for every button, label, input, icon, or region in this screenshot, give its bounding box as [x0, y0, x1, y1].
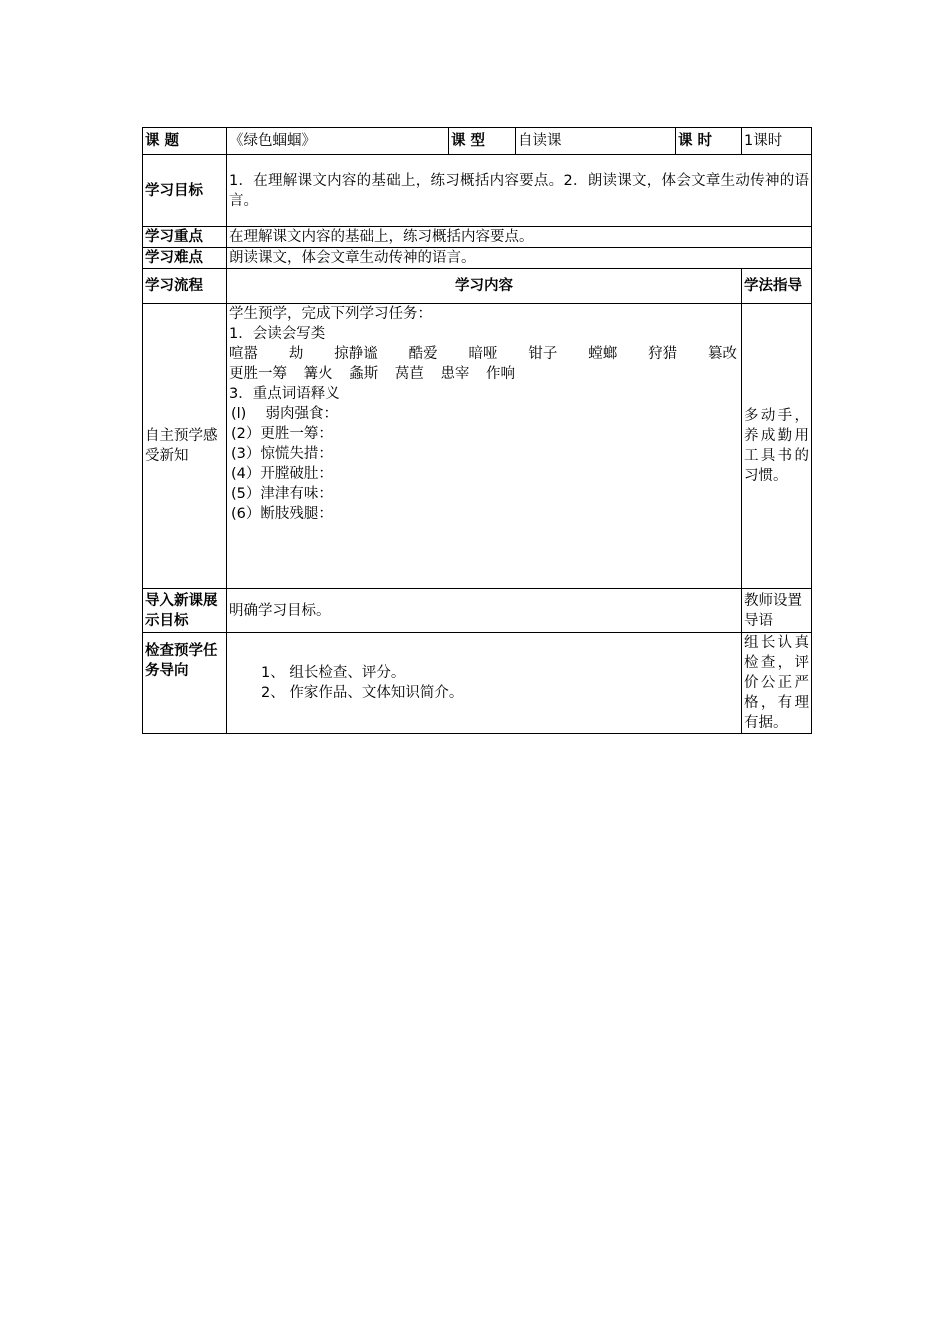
column-header-row: [143, 269, 812, 304]
word: 篡改: [708, 346, 737, 362]
word-list-line2: [229, 364, 739, 384]
header-row: [143, 128, 812, 155]
stage3-guide: 组长认真检查，评价公正严格，有理有据。: [742, 633, 812, 734]
type-label: 课 型: [449, 128, 516, 155]
word: 劫: [288, 346, 304, 362]
word: 莴苣: [394, 366, 424, 382]
word: 酷爱: [408, 346, 438, 362]
word: 螳螂: [588, 346, 618, 362]
word: 狩猎: [648, 346, 678, 362]
stage3-item: 1、 组长检查、评分。: [261, 665, 406, 681]
difficulty-row: [143, 248, 812, 269]
process-header: 学习流程: [143, 269, 227, 304]
word: 喧嚣: [229, 346, 258, 362]
focus-label: 学习重点: [143, 227, 227, 248]
stage2-row: [143, 589, 812, 633]
stage3-label: 检查预学任务导向: [143, 633, 227, 734]
stage2-guide: 教师设置导语: [742, 589, 812, 633]
content-header: 学习内容: [227, 269, 742, 304]
guide-header: 学法指导: [742, 269, 812, 304]
stage1-task3: 3．重点词语释义: [229, 386, 340, 402]
definition-item: (2）更胜一筹：: [231, 426, 333, 442]
course-label: 课 题: [143, 128, 227, 155]
word: 暗哑: [468, 346, 498, 362]
stage2-label: 导入新课展示目标: [143, 589, 227, 633]
definition-item: (l) 弱肉强食：: [231, 406, 338, 422]
word: 患宰: [440, 366, 470, 382]
course-title: 《绿色蝈蝈》: [227, 128, 449, 155]
hours-value: 1课时: [742, 128, 812, 155]
goals-text: 1．在理解课文内容的基础上，练习概括内容要点。2．朗读课文，体会文章生动传神的语言。: [227, 155, 812, 227]
stage1-label: 自主预学感受新知: [143, 304, 227, 589]
word: 篝火: [303, 366, 333, 382]
type-value: 自读课: [516, 128, 676, 155]
focus-row: [143, 227, 812, 248]
stage1-task1: 1．会读会写类: [229, 326, 326, 342]
difficulty-text: 朗读课文，体会文章生动传神的语言。: [227, 248, 812, 269]
stage3-row: [143, 633, 812, 734]
stage1-guide: 多动手，养成勤用工具书的习惯。: [742, 304, 812, 589]
stage3-item: 2、 作家作品、文体知识简介。: [261, 685, 464, 701]
definition-item: (4）开膛破肚：: [231, 466, 333, 482]
word: 钳子: [528, 346, 558, 362]
difficulty-label: 学习难点: [143, 248, 227, 269]
word: 螽斯: [349, 366, 379, 382]
lesson-plan-table: [142, 127, 812, 734]
hours-label: 课 时: [676, 128, 742, 155]
word-list-line1: [229, 344, 739, 364]
stage3-content: [227, 633, 742, 734]
stage1-row: [143, 304, 812, 589]
goals-label: 学习目标: [143, 155, 227, 227]
stage2-content: 明确学习目标。: [227, 589, 742, 633]
stage1-intro: 学生预学，完成下列学习任务：: [229, 306, 432, 322]
word: 更胜一筹: [229, 366, 287, 382]
focus-text: 在理解课文内容的基础上，练习概括内容要点。: [227, 227, 812, 248]
definition-item: (3）惊慌失措：: [231, 446, 333, 462]
goals-row: [143, 155, 812, 227]
stage1-content: [227, 304, 742, 589]
word: 作响: [486, 366, 516, 382]
definition-item: (6）断肢残腿：: [231, 506, 333, 522]
word: 掠静谧: [334, 346, 378, 362]
definition-item: (5）津津有味：: [231, 486, 333, 502]
